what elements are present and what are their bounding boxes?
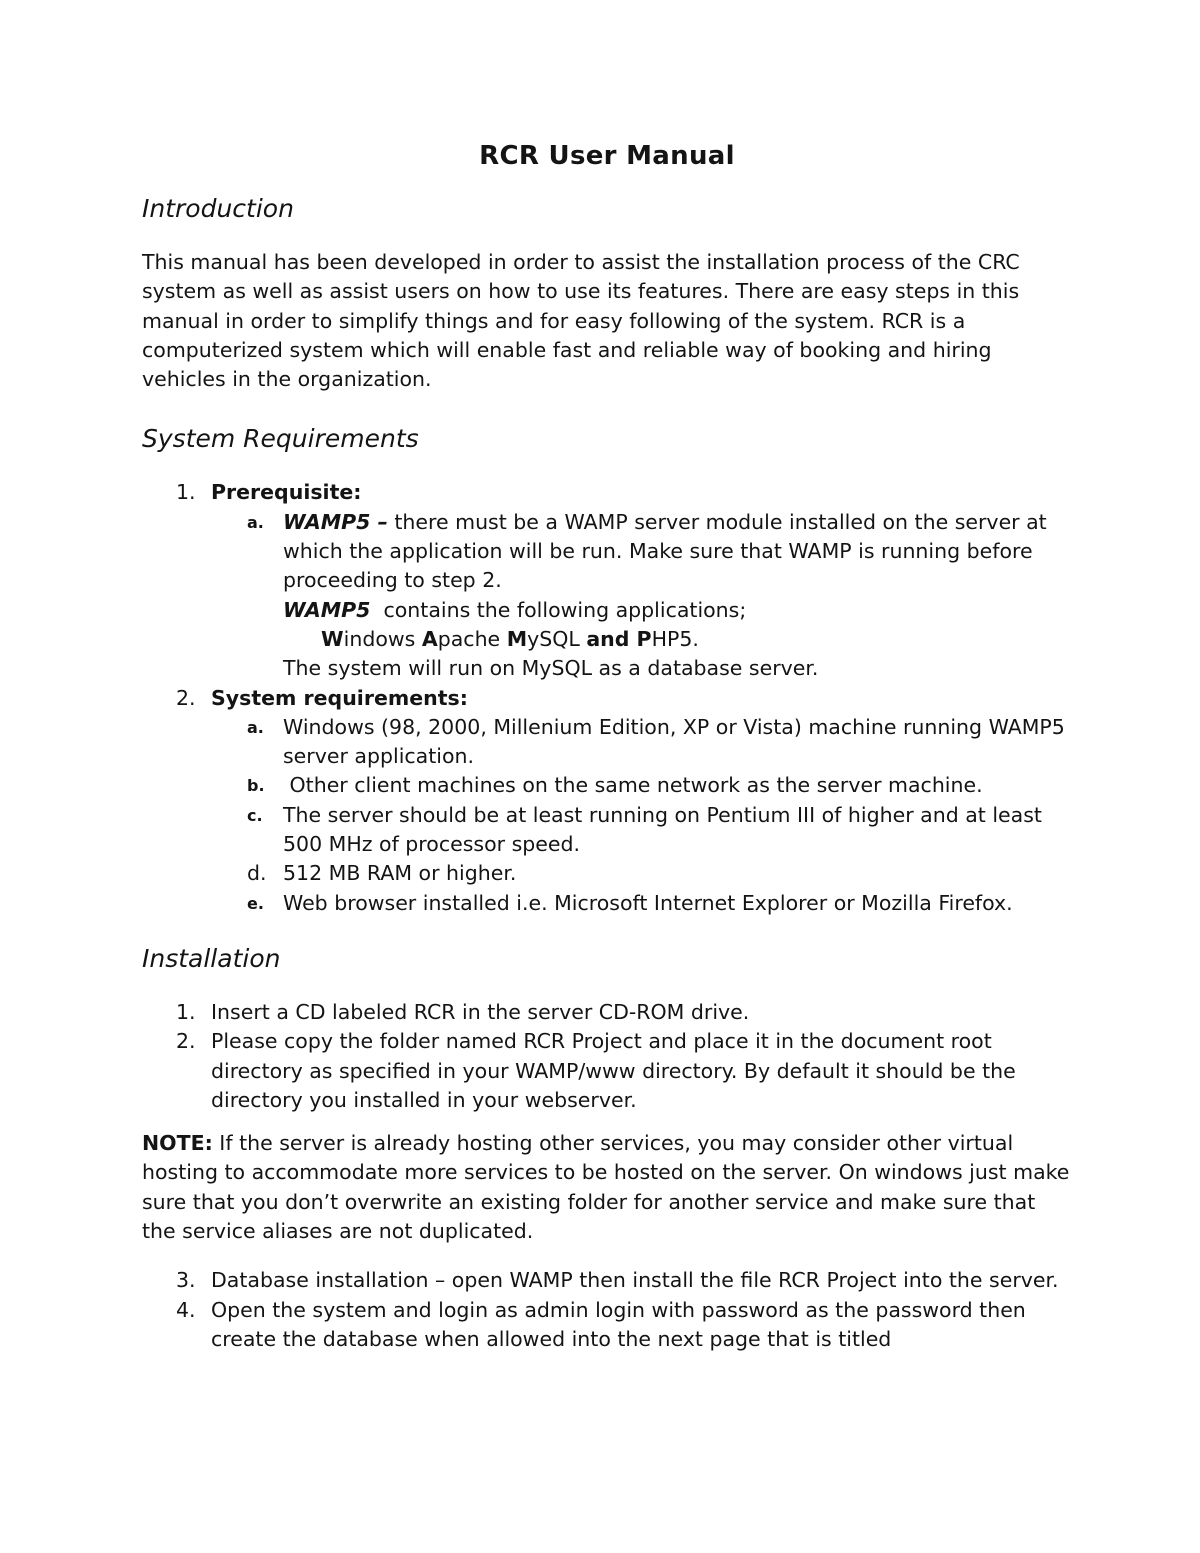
note-label: NOTE: — [142, 1131, 213, 1156]
wamp5-bold: WAMP5 – — [283, 509, 388, 534]
note-paragraph — [142, 1129, 1072, 1246]
list-label: System requirements: — [211, 685, 468, 710]
sub-letter: a. — [247, 512, 264, 532]
intro-paragraph: This manual has been developed in order to assist the installation process of the CRC system as well as assist users on how to use its features. There are easy steps in this manual in order to simplify things and for easy following of the system. RCR is a computerized system which will enable fast and reliable way of booking and hiring vehicles in the organization. — [142, 250, 1020, 392]
document-page — [142, 136, 1072, 1354]
wamp5-text: there must be a WAMP server module installed on the server at which the application will be run. Make sure that WAMP is running before proceeding to step 2. — [283, 509, 1047, 593]
install-step: 4. Open the system and login as admin login with password as the password then create the database when allowed into the next page that is titled — [176, 1297, 1026, 1351]
sysreq-heading: System Requirements — [142, 424, 419, 454]
wamp-apps-line: Windows Apache MySQL and PHP5. — [321, 626, 699, 651]
list-number: 2. — [176, 685, 196, 710]
install-step: 1. Insert a CD labeled RCR in the server CD-ROM drive. — [176, 999, 750, 1024]
sub-item-wamp5 — [247, 508, 1072, 596]
sub-item: a. Windows (98, 2000, Millenium Edition, XP or Vista) machine running WAMP5 server application. — [247, 714, 1065, 769]
installation-heading: Installation — [142, 943, 281, 973]
sub-item: b. Other client machines on the same network as the server machine. — [247, 773, 983, 798]
note-text: If the server is already hosting other services, you may consider other virtual hosting to accommodate more services to be hosted on the server. On windows just make sure that you don’t overwrite an existing folder for another service and make sure that the service aliases are not duplicated. — [142, 1131, 1070, 1244]
document-title: RCR User Manual — [479, 141, 735, 171]
install-step: 3. Database installation – open WAMP then install the file RCR Project into the server. — [176, 1268, 1059, 1293]
intro-heading: Introduction — [142, 194, 294, 223]
sub-item: d. 512 MB RAM or higher. — [247, 861, 517, 886]
list-label: Prerequisite: — [211, 480, 362, 505]
wamp5-contains-line: WAMP5 contains the following applications; — [283, 597, 747, 622]
install-step: 2. Please copy the folder named RCR Project and place it in the document root directory as specified in your WAMP/www directory. By default it should be the directory you installed in your webserver. — [176, 1029, 1016, 1112]
sub-item: c. The server should be at least running on Pentium III of higher and at least 500 MHz of processor speed. — [247, 802, 1042, 857]
list-number: 1. — [176, 480, 196, 505]
list-item-prerequisite — [142, 478, 1072, 507]
database-line: The system will run on MySQL as a database server. — [283, 656, 819, 681]
sub-item: e. Web browser installed i.e. Microsoft Internet Explorer or Mozilla Firefox. — [247, 890, 1013, 915]
list-item-system-requirements — [142, 684, 1072, 713]
